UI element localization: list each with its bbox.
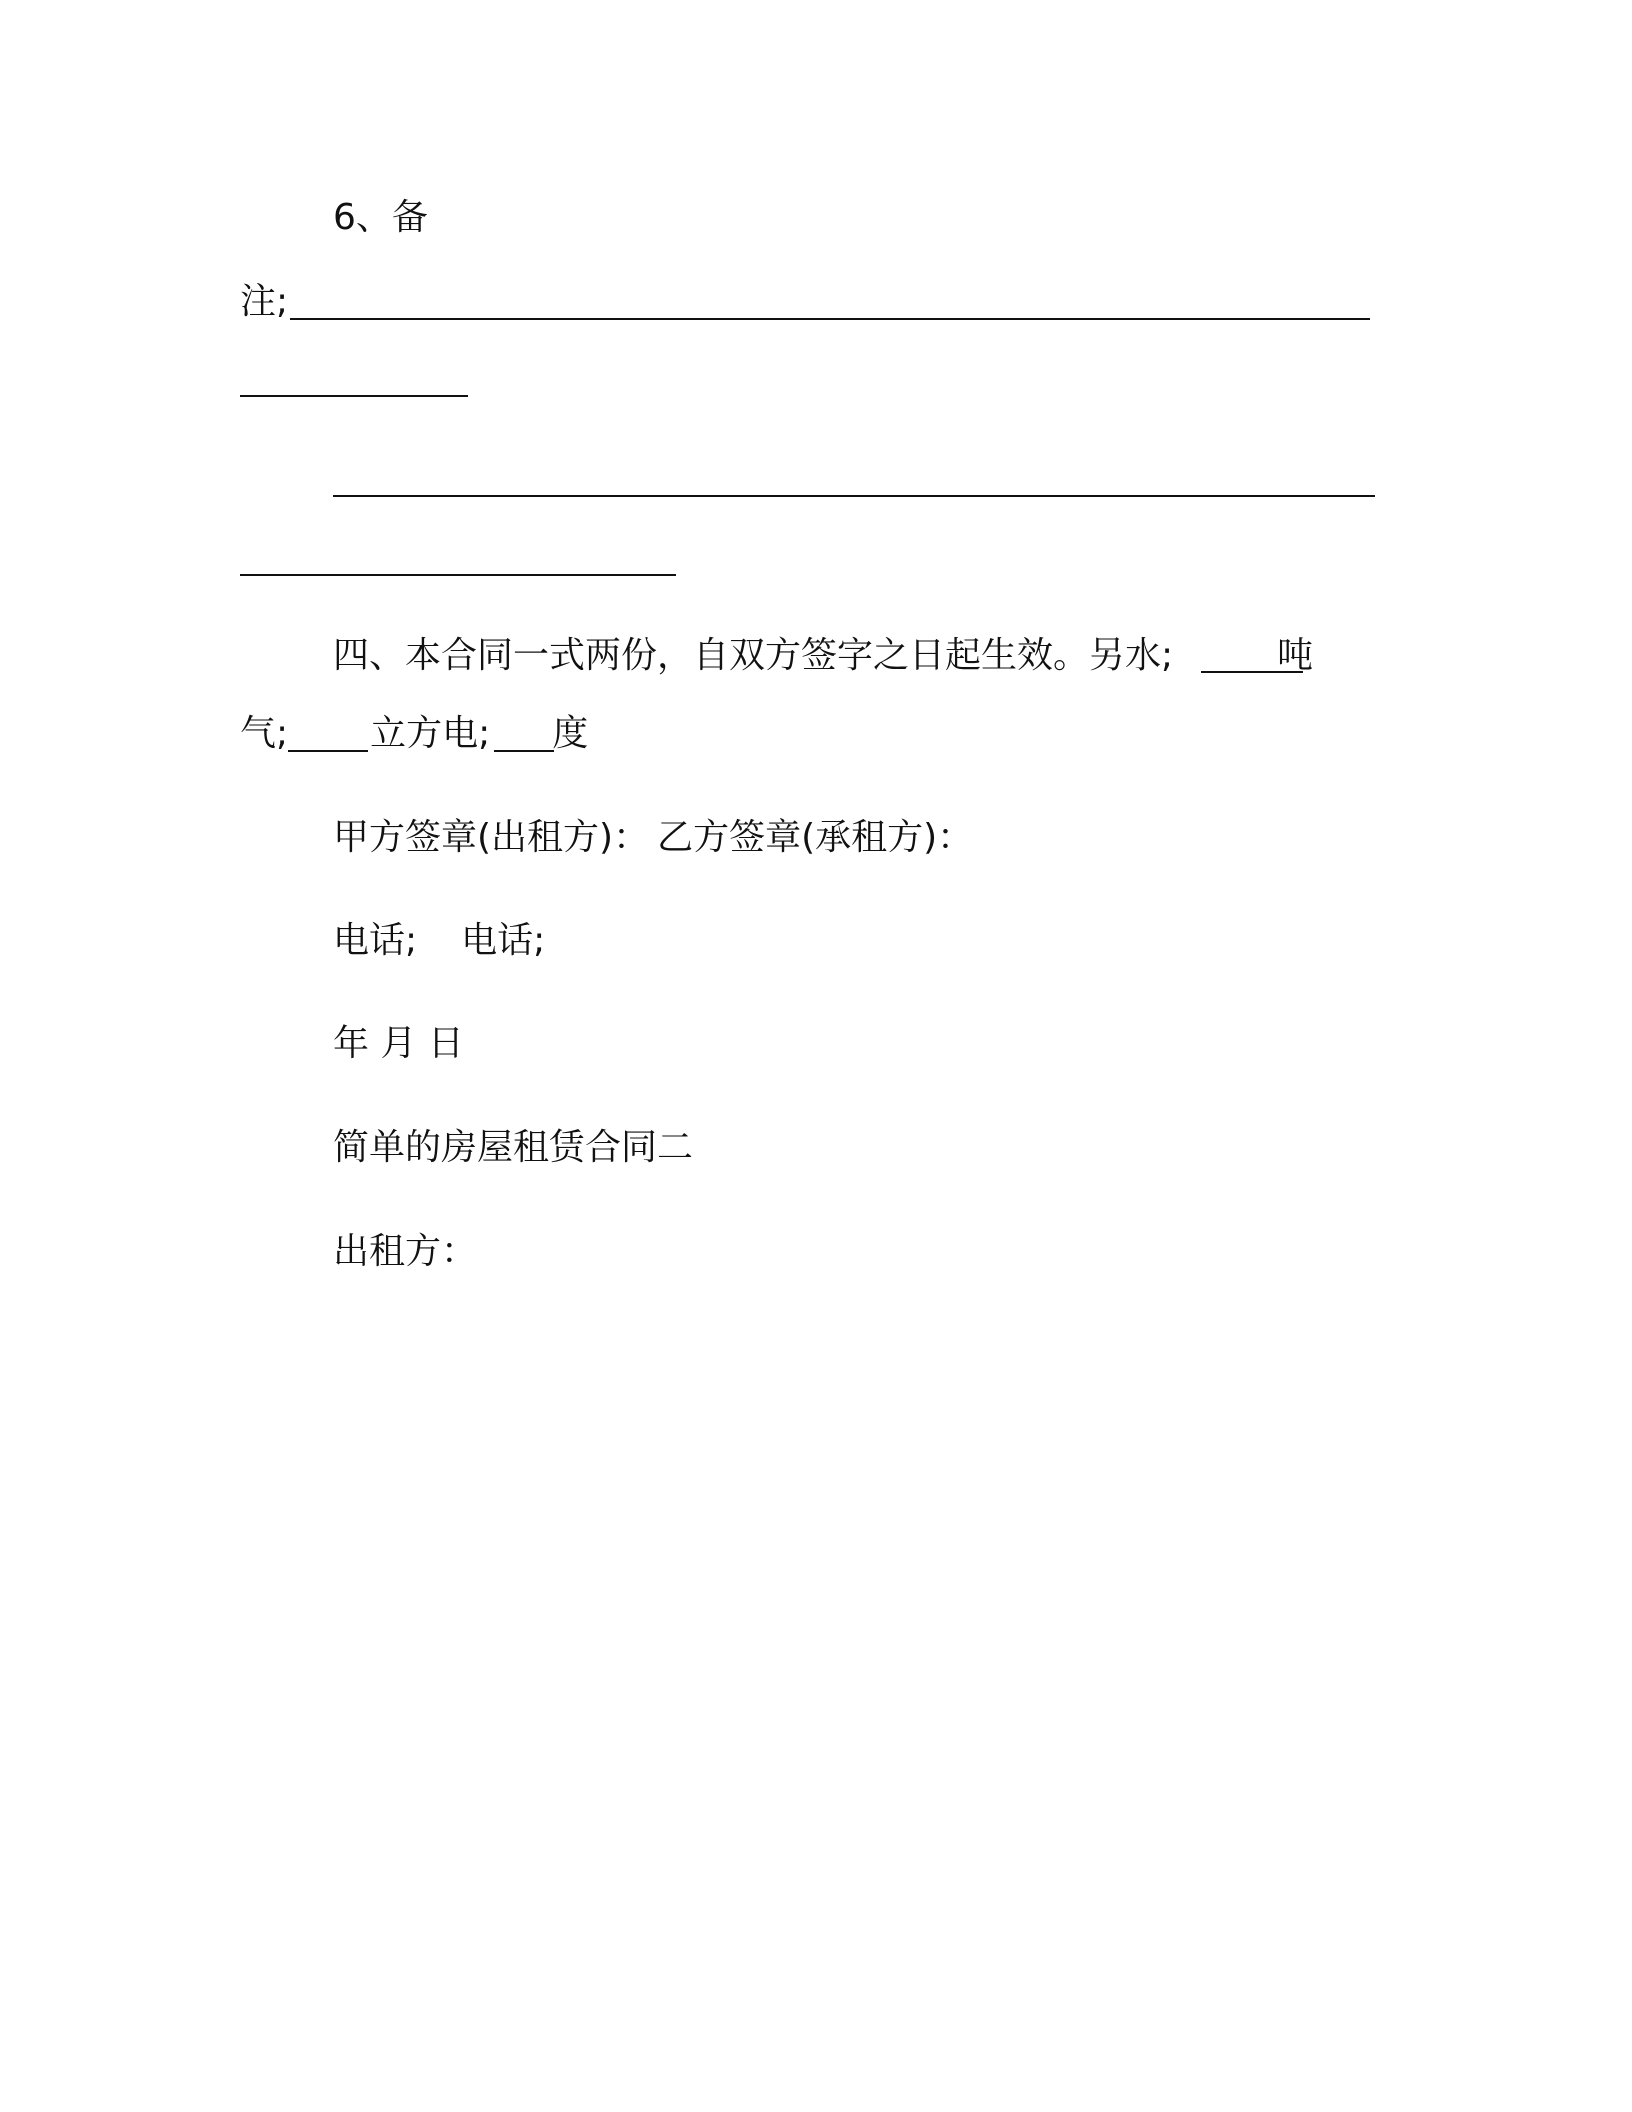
clause-4-text [333, 634, 1313, 678]
water-unit: 吨 [1277, 635, 1314, 676]
remark-blank-line-2 [240, 395, 468, 397]
remark-label: 注; [240, 281, 289, 322]
date-line: 年 月 日 [333, 1023, 464, 1064]
remark-blank-line-1 [290, 318, 1370, 320]
gas-blank-line [288, 750, 368, 752]
lessor-label: 出租方： [333, 1231, 478, 1272]
signature-line [333, 816, 973, 860]
gas-label: 气; [240, 713, 289, 754]
contract-title: 简单的房屋租赁合同二 [333, 1127, 694, 1168]
gas-unit: 立方电; [370, 713, 491, 754]
party-a-signature-label: 甲方签章(出租方)： [333, 817, 650, 858]
party-a-phone-label: 电话; [333, 920, 418, 961]
phone-line [333, 919, 545, 963]
electric-blank-line [494, 750, 554, 752]
remark-blank-line-4 [240, 574, 676, 576]
water-blank-line [1201, 671, 1303, 673]
remark-blank-line-3 [333, 495, 1375, 497]
party-b-signature-label: 乙方签章(承租方)： [657, 817, 974, 858]
clause-4-sentence: 四、本合同一式两份，自双方签字之日起生效。另水; [333, 635, 1174, 676]
party-b-phone-label: 电话; [461, 920, 546, 961]
item-6-label: 6、备 [333, 197, 428, 238]
electric-unit: 度 [552, 713, 589, 754]
